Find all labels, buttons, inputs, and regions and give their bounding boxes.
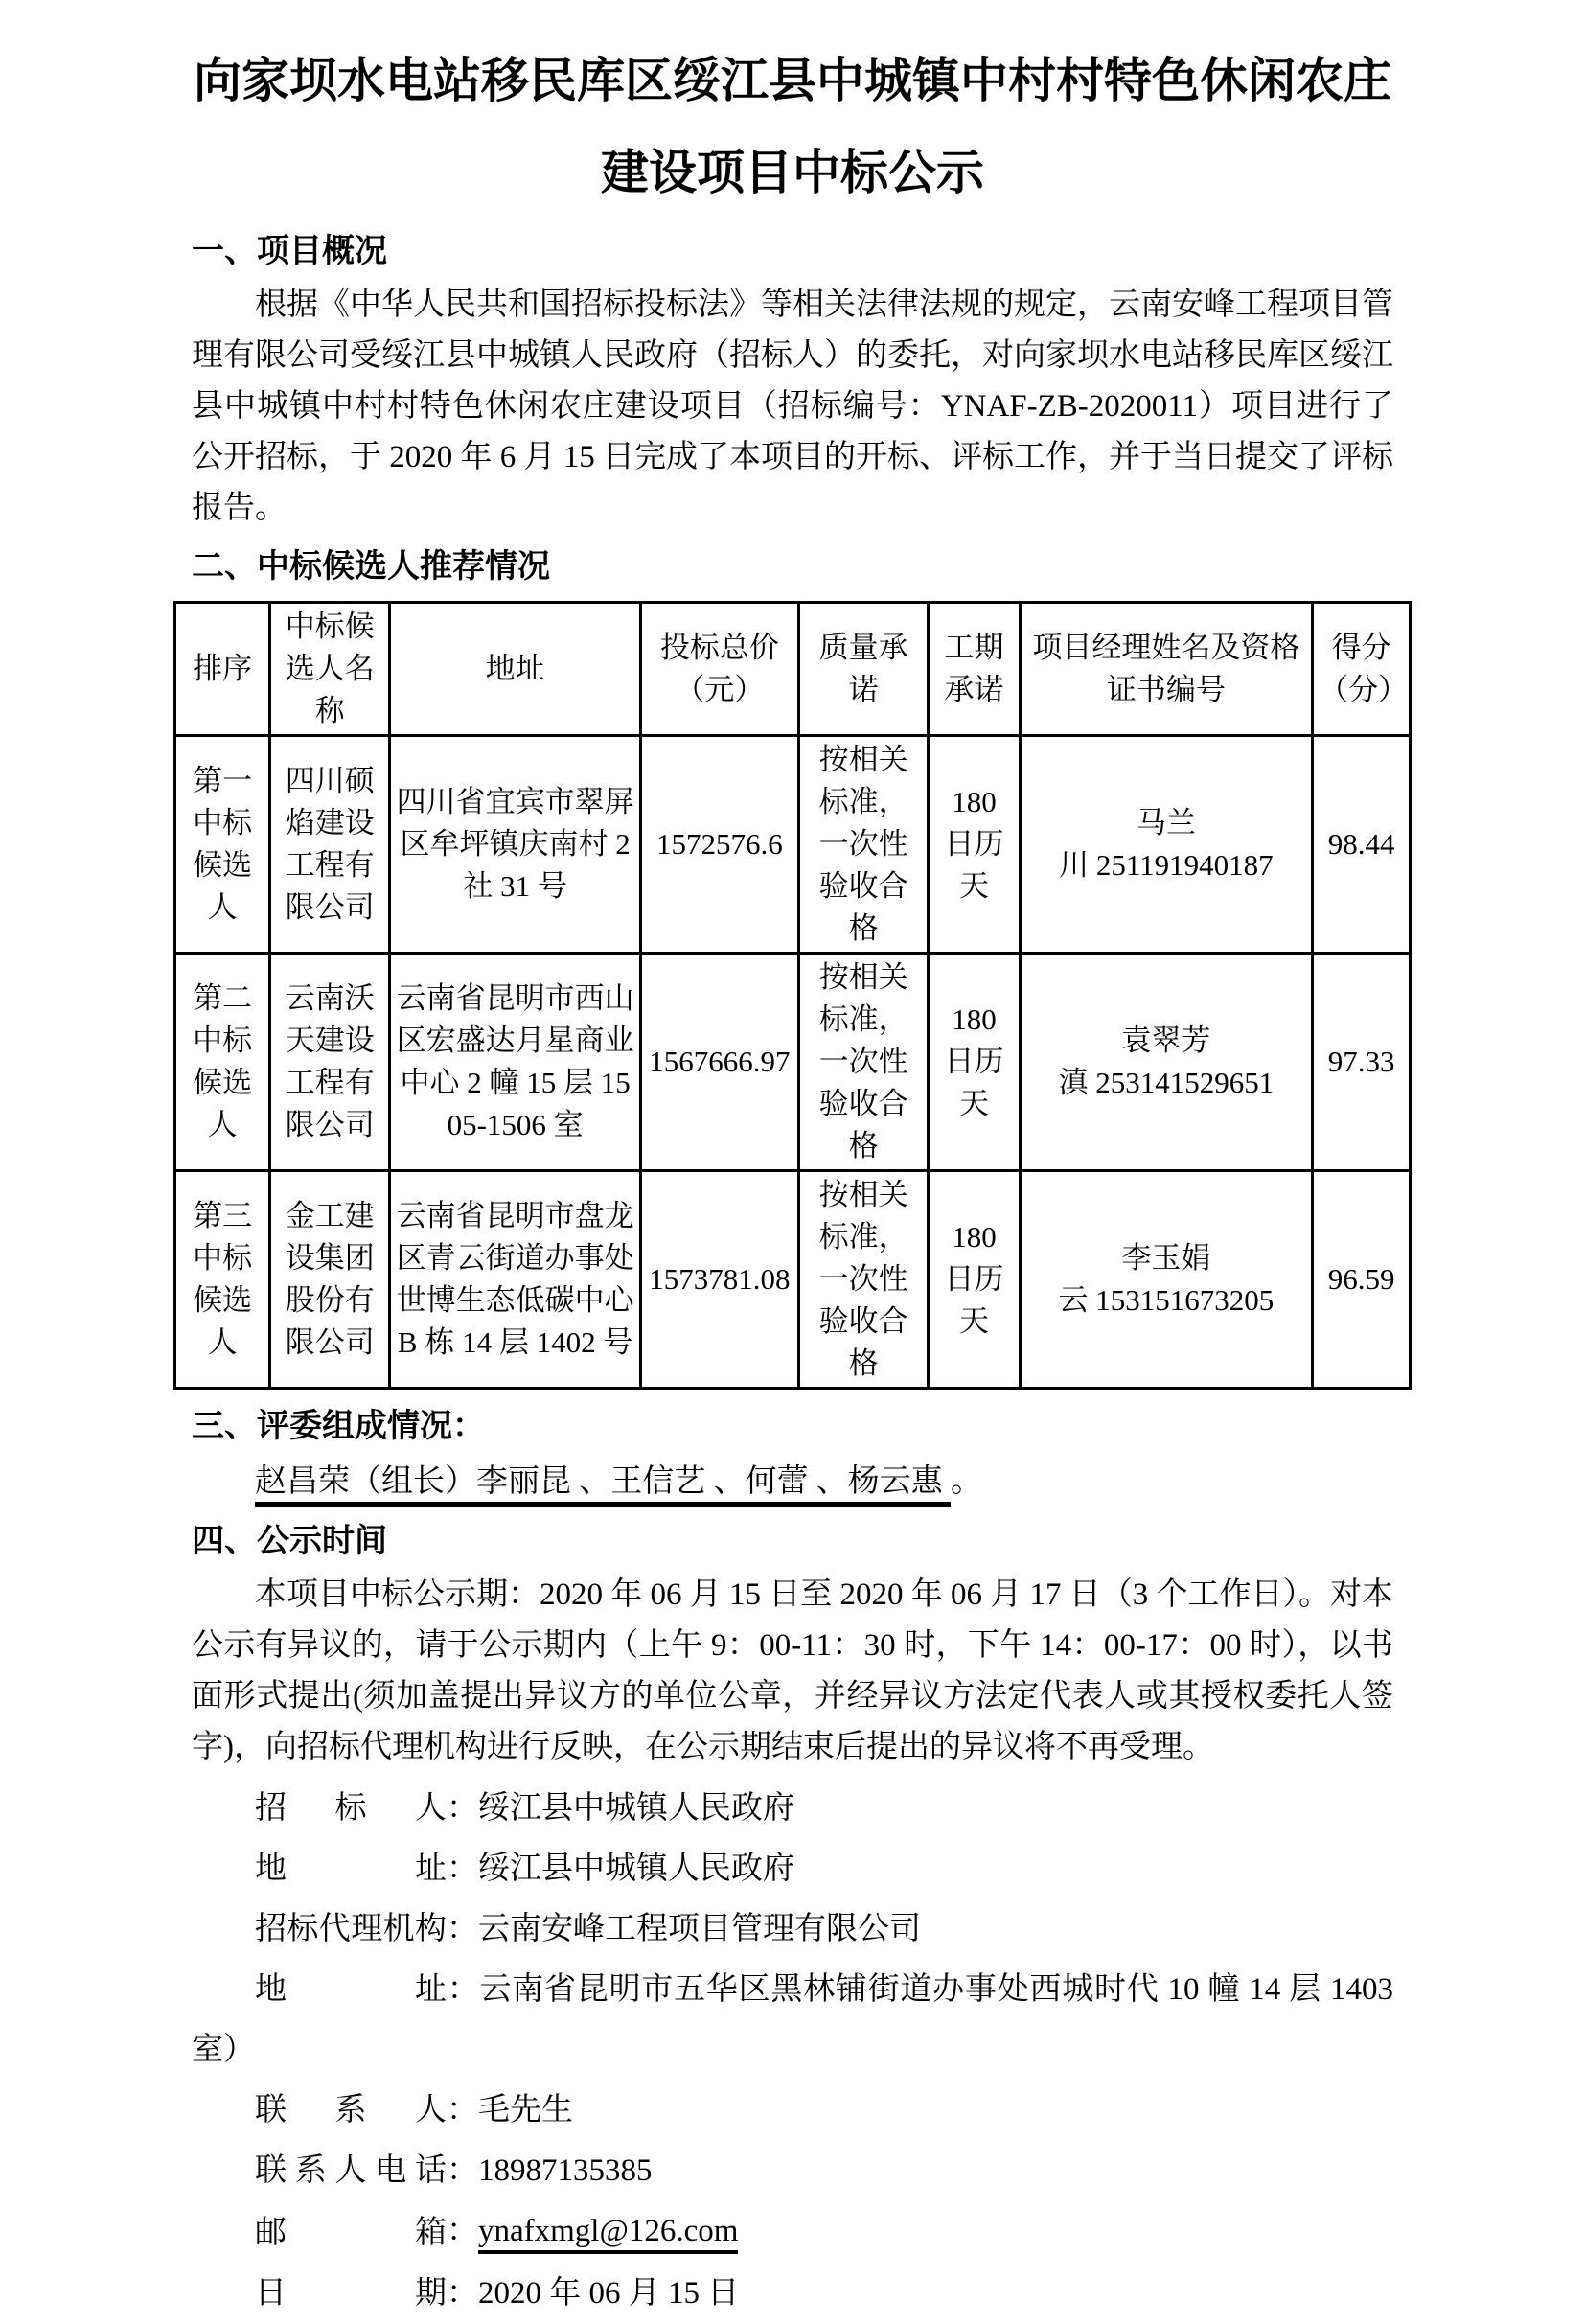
manager-cert-number: 云 153151673205 [1058,1283,1275,1317]
manager-name: 李玉娟 [1121,1241,1211,1275]
cell-address: 云南省昆明市盘龙区青云街道办事处世博生态低碳中心 B 栋 14 层 1402 号 [390,1171,641,1389]
colon: ： [447,1912,478,1946]
cell-duration: 180 日历天 [929,736,1020,954]
manager-cert-number: 川 251191940187 [1059,848,1274,882]
jury-names-period: 。 [951,1464,982,1499]
cell-quality: 按相关标准，一次性验收合格 [798,954,928,1171]
cell-manager [1020,954,1312,1171]
cell-score: 96.59 [1313,1171,1411,1389]
colon: ： [447,1852,478,1886]
title-line-1: 向家坝水电站移民库区绥江县中城镇中村村特色休闲农庄 [194,54,1391,107]
cell-manager [1020,1171,1312,1389]
col-header-bid-price: 投标总价（元） [640,603,798,736]
contact-label: 招标代理机构 [255,1912,447,1946]
title-line-2: 建设项目中标公示 [601,146,984,199]
contact-label: 联系人电话 [255,2153,447,2188]
email-link[interactable]: ynafxmgl@126.com [478,2214,738,2254]
jury-names: 赵昌荣（组长）李丽昆 、王信艺 、何蕾 、杨云惠 [255,1464,951,1507]
cell-rank: 第二中标候选人 [175,954,270,1171]
contact-label: 地址 [255,1852,447,1886]
colon: ： [447,1791,478,1826]
candidates-table [173,601,1412,1390]
col-header-quality: 质量承诺 [798,603,928,736]
cell-score: 97.33 [1313,954,1411,1171]
cell-duration: 180 日历天 [929,954,1020,1171]
cell-candidate-name: 云南沃天建设工程有限公司 [270,954,390,1171]
document-title [173,35,1412,219]
contact-label: 地址 [255,1972,447,2007]
contact-value: 2020 年 06 月 15 日 [478,2276,740,2311]
cell-duration: 180 日历天 [929,1171,1020,1389]
contact-label: 联系人 [255,2093,447,2128]
col-header-address: 地址 [390,603,641,736]
cell-quality: 按相关标准，一次性验收合格 [798,736,928,954]
cell-manager [1020,736,1312,954]
jury-names-line [192,1455,1393,1508]
cell-address: 云南省昆明市西山区宏盛达月星商业中心 2 幢 15 层 1505-1506 室 [390,954,641,1171]
contact-line-agency [192,1899,1393,1960]
col-header-manager: 项目经理姓名及资格证书编号 [1020,603,1312,736]
cell-rank: 第三中标候选人 [175,1171,270,1389]
cell-quality: 按相关标准，一次性验收合格 [798,1171,928,1389]
colon: ： [447,2214,478,2248]
section-1-paragraph: 根据《中华人民共和国招标投标法》等相关法律法规的规定，云南安峰工程项目管理有限公司受绥江县中城镇人民政府（招标人）的委托，对向家坝水电站移民库区绥江县中城镇中村村特色休闲农庄建设项目（招标编号：YNAF-ZB-2020011）项目进行了公开招标，于 2020 年 6 月 15 日完成了本项目的开标、评标工作，并于当日提交了评标报告。 [192,288,1393,525]
contact-value: 绥江县中城镇人民政府 [478,1791,794,1826]
contact-line-phone [192,2141,1393,2201]
table-row [175,954,1411,1171]
manager-name: 马兰 [1136,806,1196,840]
cell-bid-price: 1572576.6 [640,736,798,954]
table-header-row [175,603,1411,736]
contact-line-contact-person [192,2081,1393,2141]
cell-rank: 第一中标候选人 [175,736,270,954]
cell-address: 四川省宜宾市翠屏区牟坪镇庆南村 2 社 31 号 [390,736,641,954]
contact-line-agency-address [192,1960,1393,2081]
section-2-heading: 二、中标候选人推荐情况 [192,548,550,585]
contact-line-date [192,2264,1393,2324]
cell-score: 98.44 [1313,736,1411,954]
colon: ： [447,2093,478,2128]
manager-cert-number: 滇 253141529651 [1058,1066,1275,1099]
contact-label: 日期 [255,2276,447,2311]
contact-line-email [192,2201,1393,2264]
table-row [175,1171,1411,1389]
contact-label: 招标人 [255,1791,447,1826]
cell-candidate-name: 金工建设集团股份有限公司 [270,1171,390,1389]
contact-value: 云南安峰工程项目管理有限公司 [478,1912,921,1946]
contact-value: 18987135385 [478,2153,653,2188]
contact-value: 毛先生 [478,2093,573,2128]
cell-candidate-name: 四川硕焰建设工程有限公司 [270,736,390,954]
col-header-rank: 排序 [175,603,270,736]
section-1-heading: 一、项目概况 [192,233,387,269]
section-4-heading: 四、公示时间 [192,1523,387,1559]
colon: ： [447,1972,480,2007]
manager-name: 袁翠芳 [1121,1024,1211,1057]
cell-bid-price: 1573781.08 [640,1171,798,1389]
col-header-candidate-name: 中标候选人名称 [270,603,390,736]
cell-bid-price: 1567666.97 [640,954,798,1171]
contact-value: 云南省昆明市五华区黑林铺街道办事处西城时代 10 幢 14 层 1403 室） [192,1972,1394,2067]
section-3-heading: 三、评委组成情况： [192,1408,485,1444]
colon: ： [447,2276,478,2311]
contact-value: 绥江县中城镇人民政府 [478,1852,794,1886]
contact-line-tenderee [192,1779,1393,1839]
colon: ： [447,2153,478,2188]
col-header-duration: 工期承诺 [929,603,1020,736]
table-row [175,736,1411,954]
contact-block [173,1779,1412,2324]
contact-label: 邮箱 [255,2216,447,2250]
contact-line-tenderee-address [192,1839,1393,1899]
col-header-score: 得分（分） [1313,603,1411,736]
section-4-paragraph: 本项目中标公示期：2020 年 06 月 15 日至 2020 年 06 月 17 日（3 个工作日）。对本公示有异议的，请于公示期内（上午 9：00-11：30 时，下午 14：00-17：00 时），以书面形式提出(须加盖提出异议方的单位公章，并经异议方法定代表人或其授权委托人签字)，向招标代理机构进行反映，在公示期结束后提出的异议将不再受理。 [192,1577,1393,1764]
